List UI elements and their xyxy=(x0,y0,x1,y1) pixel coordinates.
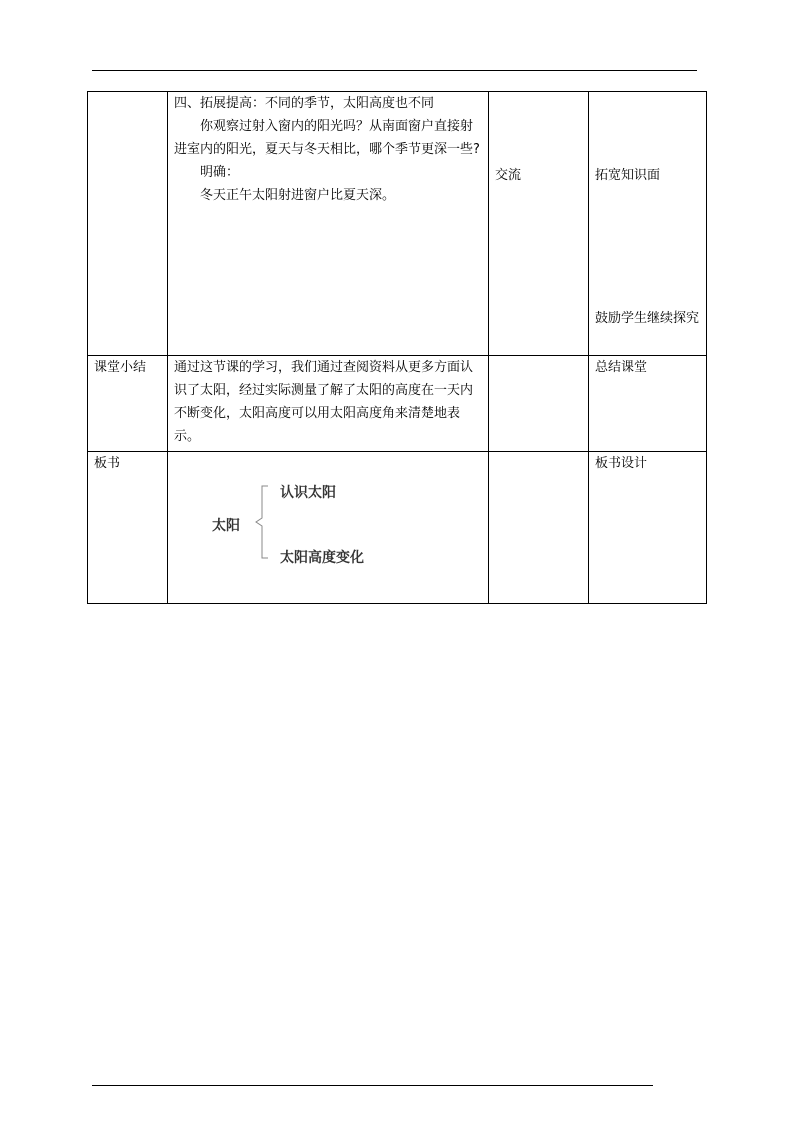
design-intent-1: 拓宽知识面 xyxy=(595,168,661,183)
board-design-cell xyxy=(168,452,489,604)
design-intent-cell xyxy=(589,356,707,452)
row-label-cell xyxy=(88,356,168,452)
board-branch-2: 太阳高度变化 xyxy=(280,550,364,566)
footer-rule xyxy=(92,1085,653,1086)
board-branch-1: 认识太阳 xyxy=(280,485,336,501)
student-activity-cell xyxy=(489,92,589,356)
student-activity-text: 交流 xyxy=(495,168,522,183)
design-intent-cell xyxy=(589,452,707,604)
table-row xyxy=(88,356,707,452)
brace-icon xyxy=(254,482,278,562)
row-label: 板书 xyxy=(94,456,121,471)
teaching-content-cell xyxy=(168,92,489,356)
design-intent: 板书设计 xyxy=(595,456,648,471)
student-activity-cell xyxy=(489,356,589,452)
activity-title: 四、拓展提高：不同的季节，太阳高度也不同 xyxy=(174,96,435,111)
row-label: 课堂小结 xyxy=(94,360,147,375)
board-main-topic: 太阳 xyxy=(212,518,240,534)
lesson-plan-table xyxy=(87,91,707,604)
clarify-text: 冬天正午太阳射进窗户比夏天深。 xyxy=(200,188,396,203)
design-intent-cell xyxy=(589,92,707,356)
header-rule xyxy=(92,70,697,71)
row-label-cell xyxy=(88,452,168,604)
design-intent-2: 鼓励学生继续探究 xyxy=(595,311,700,326)
teaching-content-cell xyxy=(168,356,489,452)
student-activity-cell xyxy=(489,452,589,604)
activity-question: 你观察过射入窗内的阳光吗？从南面窗户直接射进室内的阳光，夏天与冬天相比，哪个季节更深一些? xyxy=(174,119,480,157)
summary-text: 通过这节课的学习，我们通过查阅资料从更多方面认识了太阳，经过实际测量了解了太阳的高度在一天内不断变化，太阳高度可以用太阳高度角来清楚地表示。 xyxy=(174,360,474,444)
table-row xyxy=(88,452,707,604)
clarify-label: 明确： xyxy=(200,165,240,180)
row-label-cell xyxy=(88,92,168,356)
design-intent: 总结课堂 xyxy=(595,360,648,375)
table-row xyxy=(88,92,707,356)
board-diagram xyxy=(174,452,482,603)
